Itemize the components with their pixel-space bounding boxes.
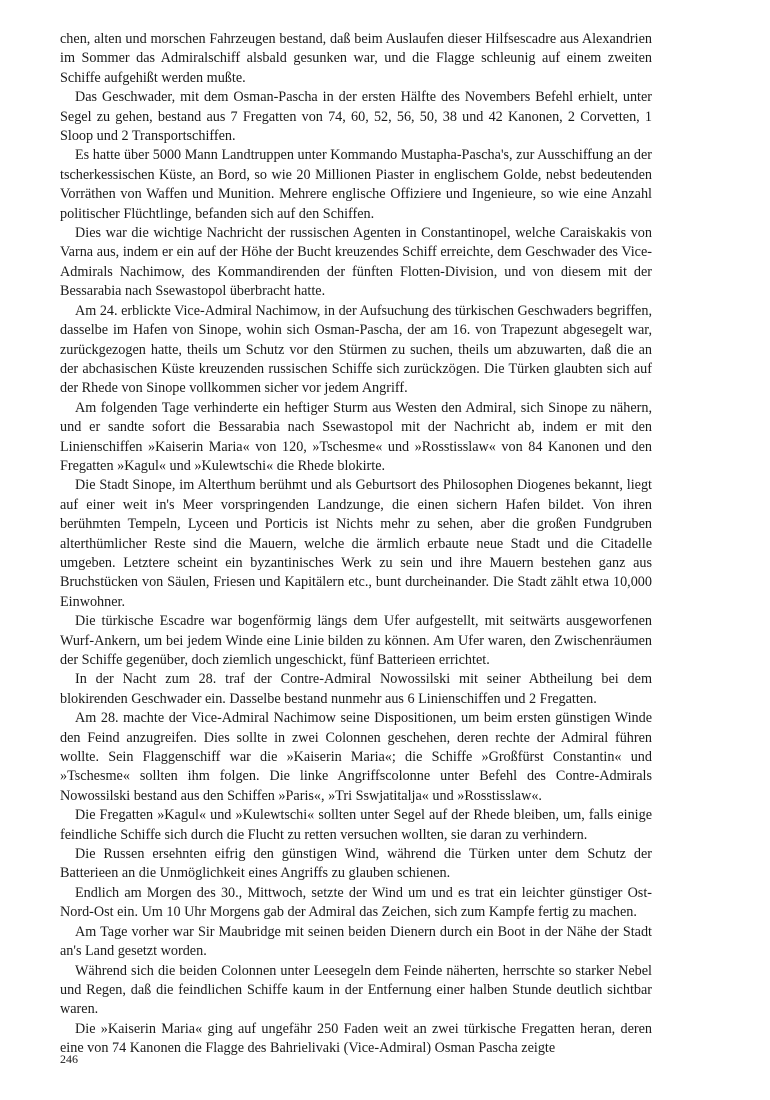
paragraph: Die Stadt Sinope, im Alterthum berühmt und als Geburtsort des Philosophen Diogenes bekannt, liegt auf einer weit in's Meer vorspringenden Landzunge, die einen sichern Hafen bildet. Von ihren berühmten Tempeln, Lyceen und Porticis ist Nichts mehr zu sehen, aber die großen Fundgruben alterthümlicher Reste sind die Mauern, welche die ärmlich erbaute neue Stadt und die Citadelle umgeben. Letztere scheint ein byzantinisches Werk zu sein und ihre Mauern bestehen ganz aus Bruchstücken von Säulen, Friesen und Kapitälern etc., bunt durcheinander. Die Stadt zählt etwa 10,000 Einwohner.	[60, 477, 652, 610]
paragraph: Am 28. machte der Vice-Admiral Nachimow seine Dispositionen, um beim ersten günstigen Winde den Feind anzugreifen. Dies sollte in zwei Colonnen geschehen, deren rechte der Admiral führen wollte. Sein Flaggenschiff war die »Kaiserin Maria«; die Schiffe »Großfürst Constantin« und »Tschesme« sollten ihm folgen. Die linke Angriffscolonne unter Befehl des Contre-Admirals Nowossilski bestand aus den Schiffen »Paris«, »Tri Sswjatitalja« und »Rosstisslaw«.	[60, 710, 652, 804]
paragraph: Die Russen ersehnten eifrig den günstigen Wind, während die Türken unter dem Schutz der Batterieen an die Unmöglichkeit eines Angriffs zu glauben schienen.	[60, 846, 652, 882]
page-number: 246	[60, 1052, 78, 1066]
paragraph: Die türkische Escadre war bogenförmig längs dem Ufer aufgestellt, mit seitwärts ausgeworfenen Wurf-Ankern, um bei jedem Winde eine Linie bilden zu können. Am Ufer waren, den Zwischenräumen der Schiffe gegenüber, doch ziemlich ungeschickt, fünf Batterieen errichtet.	[60, 613, 652, 668]
paragraph: In der Nacht zum 28. traf der Contre-Admiral Nowossilski mit seiner Abtheilung bei dem blokirenden Geschwader ein. Dasselbe bestand nunmehr aus 6 Linienschiffen und 2 Fregatten.	[60, 671, 652, 707]
paragraph: Am 24. erblickte Vice-Admiral Nachimow, in der Aufsuchung des türkischen Geschwaders begriffen, dasselbe im Hafen von Sinope, wohin sich Osman-Pascha, der am 16. von Trapezunt abgesegelt war, zurückgezogen hatte, theils um Schutz vor den Stürmen zu suchen, theils um abzuwarten, daß die an der abchasischen Küste kreuzenden russischen Schiffe sich zurückzögen. Die Türken glaubten sich auf der Rhede von Sinope vollkommen sicher vor jedem Angriff.	[60, 302, 652, 397]
paragraph: Während sich die beiden Colonnen unter Leesegeln dem Feinde näherten, herrschte so starker Nebel und Regen, daß die feindlichen Schiffe kaum in der Entfernung einer halben Stunde deutlich sichtbar waren.	[60, 962, 652, 1018]
page-text	[60, 30, 652, 1059]
paragraph: Es hatte über 5000 Mann Landtruppen unter Kommando Mustapha-Pascha's, zur Ausschiffung an der tscherkessischen Küste, an Bord, so wie 20 Millionen Piaster in englischem Golde, nebst bedeutenden Vorräthen von Waffen und Munition. Mehrere englische Offiziere und Ingenieure, so wie eine Anzahl politischer Flüchtlinge, befanden sich auf den Schiffen.	[60, 147, 652, 222]
paragraph: Am Tage vorher war Sir Maubridge mit seinen beiden Dienern durch ein Boot in der Nähe der Stadt an's Land gesetzt worden.	[60, 923, 652, 960]
paragraph: chen, alten und morschen Fahrzeugen bestand, daß beim Auslaufen dieser Hilfsescadre aus Alexandrien im Sommer das Admiralschiff alsbald gesunken war, und die Flagge schleunig auf einem zweiten Schiffe aufgehißt werden mußte.	[60, 31, 652, 86]
paragraph: Dies war die wichtige Nachricht der russischen Agenten in Constantinopel, welche Caraiskakis von Varna aus, indem er ein auf der Höhe der Bucht kreuzendes Schiff erreichte, dem Geschwader des Vice-Admirals Nachimow, des Kommandirenden der fünften Flotten-Division, und von diesem mit der Bessarabia nach Ssewastopol überbracht hatte.	[60, 225, 652, 300]
paragraph: Die Fregatten »Kagul« und »Kulewtschi« sollten unter Segel auf der Rhede bleiben, um, falls einige feindliche Schiffe sich durch die Flucht zu retten versuchen wollten, sie daran zu verhindern.	[60, 807, 652, 843]
paragraph: Endlich am Morgen des 30., Mittwoch, setzte der Wind um und es trat ein leichter günstiger Ost-Nord-Ost ein. Um 10 Uhr Morgens gab der Admiral das Zeichen, sich zum Kampfe fertig zu machen.	[60, 884, 652, 921]
paragraph: Am folgenden Tage verhinderte ein heftiger Sturm aus Westen den Admiral, sich Sinope zu nähern, und er sandte sofort die Bessarabia nach Ssewastopol mit der Nachricht ab, indem er mit den Linienschiffen »Kaiserin Maria« von 120, »Tschesme« und »Rosstisslaw« von 84 Kanonen und den Fregatten »Kagul« und »Kulewtschi« die Rhede blokirte.	[60, 399, 652, 474]
paragraph: Die »Kaiserin Maria« ging auf ungefähr 250 Faden weit an zwei türkische Fregatten heran, deren eine von 74 Kanonen die Flagge des Bahrielivaki (Vice-Admiral) Osman Pascha zeigte	[60, 1020, 652, 1057]
paragraph: Das Geschwader, mit dem Osman-Pascha in der ersten Hälfte des Novembers Befehl erhielt, unter Segel zu gehen, bestand aus 7 Fregatten von 74, 60, 52, 56, 50, 38 und 42 Kanonen, 2 Corvetten, 1 Sloop und 2 Transportschiffen.	[60, 89, 652, 145]
